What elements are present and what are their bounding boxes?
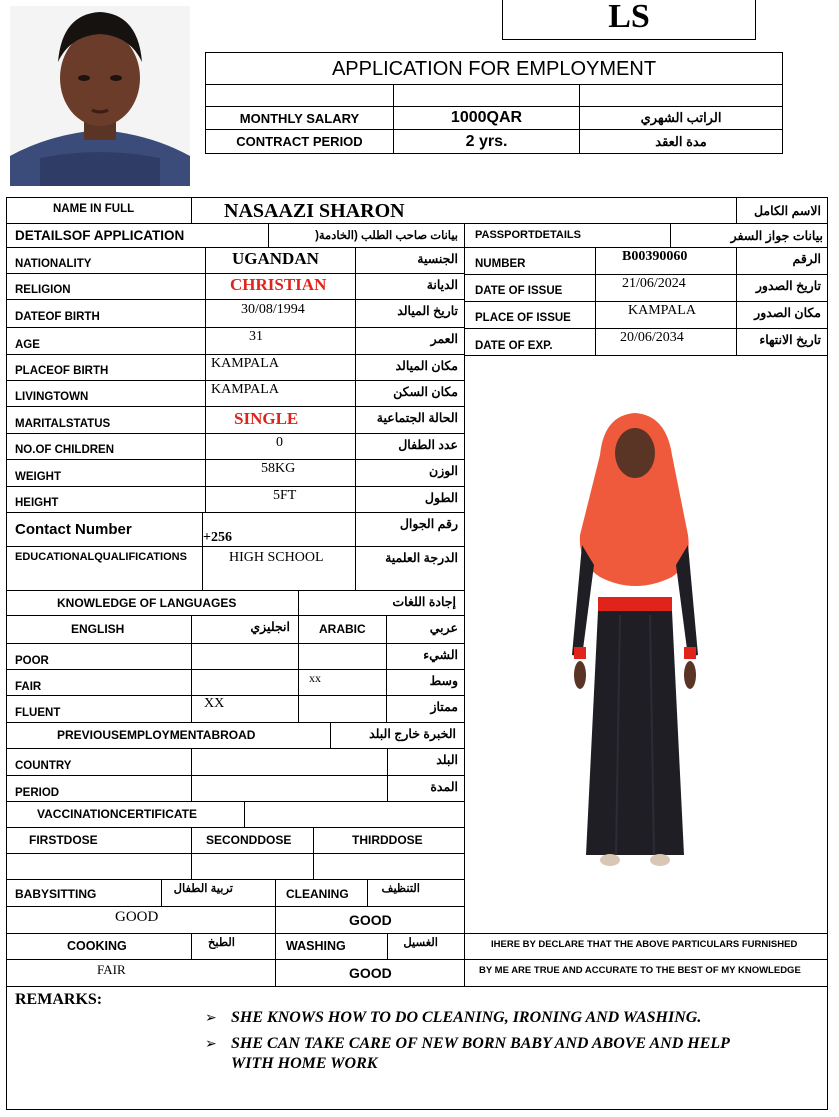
nationality-label-ar: الجنسية [417, 252, 458, 266]
issue-date-label-ar: تاريخ الصدور [755, 279, 821, 293]
applicant-full-body-photo [560, 385, 710, 890]
height-label: HEIGHT [15, 497, 59, 509]
pob-label-ar: مكان الميالد [395, 359, 458, 373]
livingtown-value: KAMPALA [211, 382, 279, 397]
bullet-arrow-icon: ➢ [205, 1009, 217, 1025]
expiry-label-ar: تاريخ الانتهاء [759, 333, 821, 347]
second-dose-value [192, 854, 314, 880]
english-label: ENGLISH [71, 622, 125, 636]
issue-date-value: 21/06/2024 [622, 276, 686, 291]
pob-label: PLACEOF BIRTH [15, 365, 109, 377]
livingtown-label: LIVINGTOWN [15, 391, 89, 403]
age-value: 31 [249, 329, 263, 344]
weight-value: 58KG [261, 461, 296, 476]
period-label: PERIOD [15, 787, 60, 799]
english-label-ar: انجليزي [250, 620, 290, 634]
arabic-fluent-cell [299, 696, 387, 723]
issue-date-label: DATE OF ISSUE [475, 285, 563, 297]
english-fair-cell [192, 670, 299, 696]
children-label-ar: عدد الطفال [398, 438, 458, 452]
weight-label-ar: الوزن [429, 464, 458, 478]
expiry-value: 20/06/2034 [620, 330, 684, 345]
application-header-table [205, 52, 783, 154]
second-dose-label: SECONDDOSE [206, 833, 292, 847]
children-value: 0 [276, 435, 283, 450]
arabic-label-ar: عربي [429, 621, 458, 635]
marital-value: SINGLE [234, 409, 299, 428]
passport-number-label-ar: الرقم [792, 252, 821, 266]
cleaning-value: GOOD [349, 912, 392, 928]
babysitting-value: GOOD [115, 909, 159, 925]
marital-label-ar: الحالة الجتماعية [376, 411, 458, 425]
country-label: COUNTRY [15, 760, 72, 772]
languages-label: KNOWLEDGE OF LANGUAGES [57, 596, 237, 610]
arabic-fair-mark: xx [309, 671, 321, 685]
babysitting-label-ar: تربية الطفال [173, 883, 233, 895]
passport-number-value: B00390060 [622, 249, 688, 264]
period-value-cell [192, 776, 388, 802]
third-dose-value [314, 854, 465, 880]
fair-label: FAIR [15, 681, 42, 693]
babysitting-label: BABYSITTING [15, 887, 97, 901]
applicant-headshot [10, 6, 190, 186]
pob-value: KAMPALA [211, 356, 279, 371]
dob-label: DATEOF BIRTH [15, 311, 100, 323]
details-label-ar: بيانات صاحب الطلب (الخادمة( [315, 230, 458, 242]
english-poor-cell [192, 644, 299, 670]
poor-label: POOR [15, 655, 49, 667]
name-value: NASAAZI SHARON [224, 200, 405, 222]
salary-label-ar: الراتب الشهري [640, 110, 722, 125]
education-label-ar: الدرجة العلمية [385, 551, 458, 565]
issue-place-label-ar: مكان الصدور [754, 306, 821, 320]
issue-place-value: KAMPALA [628, 303, 696, 318]
age-label-ar: العمر [430, 332, 458, 346]
cooking-label: COOKING [67, 939, 127, 953]
contact-value: +256 [203, 530, 232, 545]
dob-label-ar: تاريخ الميالد [397, 304, 458, 318]
cleaning-label: CLEANING [286, 887, 349, 901]
education-value: HIGH SCHOOL [229, 550, 324, 565]
age-label: AGE [15, 339, 40, 351]
issue-place-label: PLACE OF ISSUE [475, 312, 571, 324]
name-label-ar: الاسم الكامل [753, 204, 821, 218]
washing-label-ar: الغسيل [403, 937, 438, 949]
contract-value: 2 yrs. [394, 130, 580, 153]
period-label-ar: المدة [430, 780, 458, 794]
expiry-label: DATE OF EXP. [475, 340, 553, 352]
first-dose-value [7, 854, 192, 880]
applicant-code: LS [502, 0, 756, 40]
application-title: APPLICATION FOR EMPLOYMENT [206, 53, 782, 85]
dob-value: 30/08/1994 [241, 302, 305, 317]
arabic-label: ARABIC [319, 622, 366, 636]
weight-label: WEIGHT [15, 471, 61, 483]
contact-label: Contact Number [15, 521, 132, 538]
religion-label: RELIGION [15, 284, 71, 296]
remarks-label: REMARKS: [15, 991, 103, 1008]
children-label: NO.OF CHILDREN [15, 444, 115, 456]
languages-label-ar: إجادة اللغات [392, 595, 456, 609]
fluent-label-ar: ممتاز [430, 700, 458, 714]
previous-employment-label: PREVIOUSEMPLOYMENTABROAD [57, 728, 256, 742]
arabic-poor-cell [299, 644, 387, 670]
previous-employment-label-ar: الخبرة خارج البلد [369, 727, 456, 741]
blank-row [206, 85, 782, 107]
remark-item-3: WITH HOME WORK [231, 1055, 378, 1072]
remark-item-2: SHE CAN TAKE CARE OF NEW BORN BABY AND ABOVE AND HELP [231, 1035, 730, 1052]
religion-value: CHRISTIAN [230, 275, 327, 294]
education-label: EDUCATIONALQUALIFICATIONS [15, 551, 187, 563]
details-label: DETAILSOF APPLICATION [15, 228, 185, 243]
cleaning-label-ar: التنظيف [381, 883, 420, 895]
contract-label: CONTRACT PERIOD [206, 130, 394, 153]
height-value: 5FT [273, 488, 297, 503]
first-dose-label: FIRSTDOSE [29, 833, 98, 847]
salary-row [206, 107, 782, 130]
passport-number-label: NUMBER [475, 258, 526, 270]
fluent-label: FLUENT [15, 707, 61, 719]
height-label-ar: الطول [424, 491, 458, 505]
nationality-value: UGANDAN [232, 249, 319, 268]
cooking-label-ar: الطبخ [207, 937, 235, 949]
name-label: NAME IN FULL [53, 203, 135, 215]
english-fluent-mark: XX [204, 696, 225, 711]
bullet-arrow-icon: ➢ [205, 1035, 217, 1051]
nationality-label: NATIONALITY [15, 258, 92, 270]
salary-label: MONTHLY SALARY [206, 107, 394, 129]
livingtown-label-ar: مكان السكن [393, 385, 458, 399]
declaration-line1: IHERE BY DECLARE THAT THE ABOVE PARTICULARS FURNISHED [491, 939, 798, 950]
contact-label-ar: رقم الجوال [399, 517, 458, 531]
vaccination-label: VACCINATIONCERTIFICATE [37, 807, 197, 821]
passport-label-ar: بيانات جواز السفر [730, 229, 823, 243]
salary-value: 1000QAR [394, 107, 580, 129]
marital-label: MARITALSTATUS [15, 418, 111, 430]
declaration-line2: BY ME ARE TRUE AND ACCURATE TO THE BEST OF MY KNOWLEDGE [479, 965, 801, 976]
fair-label-ar: وسط [429, 674, 458, 688]
washing-label: WASHING [286, 939, 346, 953]
country-label-ar: البلد [436, 753, 458, 767]
washing-value: GOOD [349, 965, 392, 981]
country-value-cell [192, 749, 388, 776]
religion-label-ar: الديانة [426, 278, 458, 292]
third-dose-label: THIRDDOSE [352, 833, 423, 847]
remark-item-1: SHE KNOWS HOW TO DO CLEANING, IRONING AND WASHING. [231, 1009, 702, 1026]
poor-label-ar: الشيء [423, 648, 458, 662]
passport-label: PASSPORTDETAILS [475, 229, 581, 241]
contract-row [206, 130, 782, 153]
contract-label-ar: مدة العقد [655, 133, 707, 149]
cooking-value: FAIR [97, 962, 126, 977]
